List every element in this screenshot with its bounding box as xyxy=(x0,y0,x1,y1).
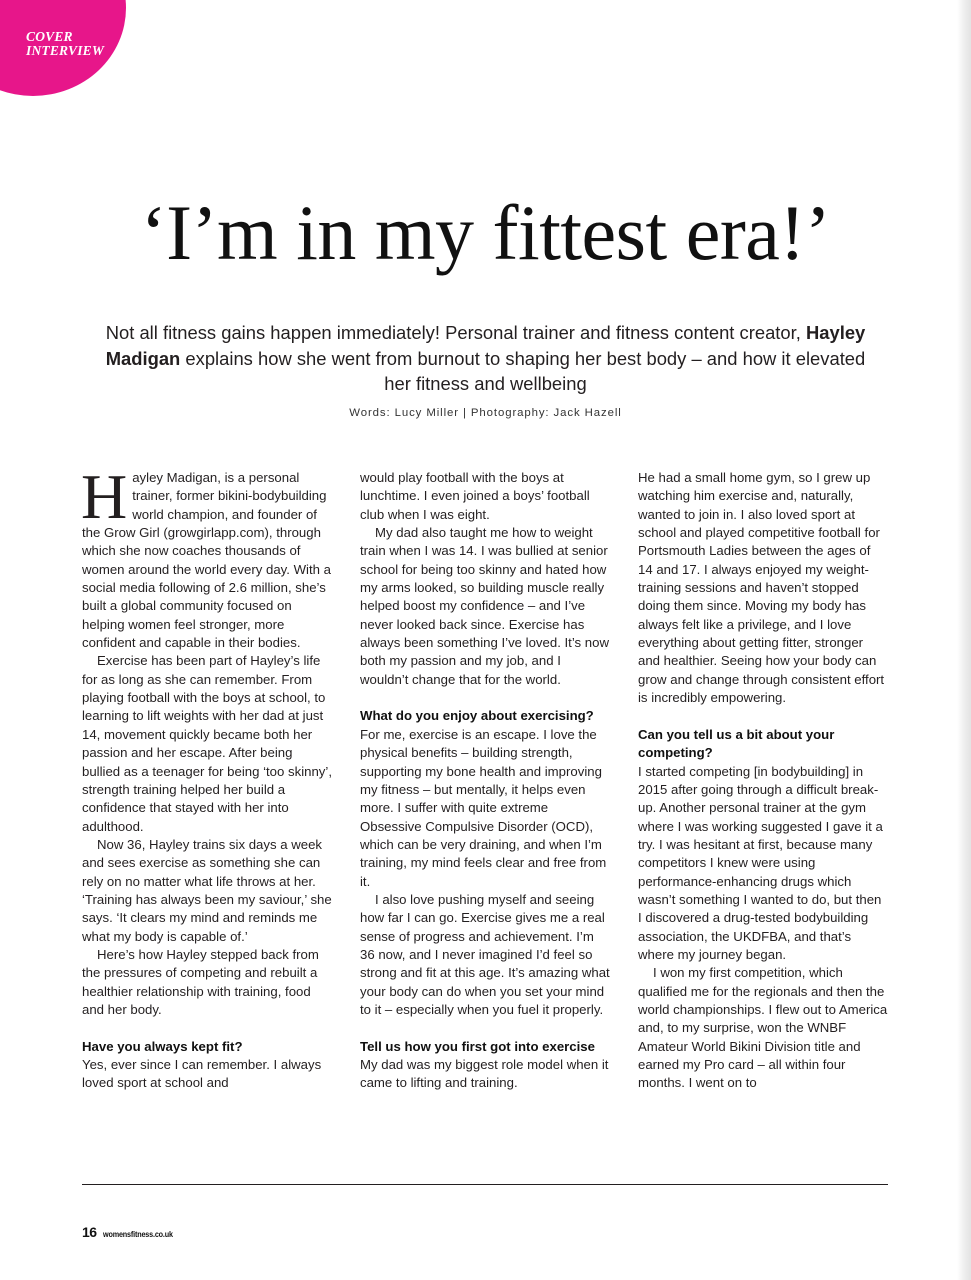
byline-credits: Words: Lucy Miller | Photography: Jack Hazell xyxy=(349,407,622,419)
standfirst-rest: explains how she went from burnout to shaping her best body – and how it elevated her fitness and wellbeing xyxy=(180,347,866,394)
section-label xyxy=(26,30,104,58)
section-label-line2: INTERVIEW xyxy=(26,43,105,58)
question-heading: Can you tell us a bit about your competing? xyxy=(638,726,835,761)
answer-paragraph: I also love pushing myself and seeing how far I can go. Exercise gives me a real sense of progress and achievement. I’m 36 now, and I never imagined I’d feel so strong and fit at this age. It’s amazing what your body can do when you set your mind to it – especially when you fuel it properly. xyxy=(360,891,610,1017)
question-heading: Have you always kept fit? xyxy=(82,1038,243,1054)
intro-paragraph xyxy=(81,461,332,652)
intro-text: ayley Madigan, is a personal trainer, former bikini-bodybuilding world champion, and founder of the Grow Girl (growgirlapp.com), through which she now coaches thousands of women around the world every day. With a social media following of 2.6 million, she’s built a global community focused on helping women feel stronger, more confident and capable in their bodies. xyxy=(82,470,331,651)
page-folio xyxy=(82,1224,185,1240)
body-paragraph: My dad also taught me how to weight train when I was 14. I was bullied at senior school for being too skinny and hated how my arms looked, so building muscle really helped boost my confidence – and I’ve never looked back since. Exercise has always been something I’ve loved. It’s now both my passion and my job, and I wouldn’t change that for the world. xyxy=(360,525,609,687)
article-column-2 xyxy=(360,469,610,1093)
section-label-line1: COVER xyxy=(26,29,73,44)
standfirst-subject-name: Hayley Madigan xyxy=(105,322,866,369)
body-paragraph: Exercise has been part of Hayley’s life for as long as she can remember. From playing football with the boys at school, to learning to lift weights with her dad at just 14, movement quickly became both her passion and her escape. After being bullied as a teenager for being ‘too skinny’, strength training helped her build a confidence that stayed with her into adulthood. xyxy=(82,653,332,834)
standfirst-intro: Not all fitness gains happen immediately! Personal trainer and fitness content creator, xyxy=(105,322,806,343)
page-number: 16 xyxy=(82,1224,97,1240)
answer-paragraph: I won my first competition, which qualified me for the regionals and then the world championships. I flew out to America and, to my surprise, won the WNBF Amateur World Bikini Division title and earned my Pro card – all within four months. I went on to xyxy=(638,965,888,1091)
body-paragraph: Now 36, Hayley trains six days a week and sees exercise as something she can rely on no matter what life throws at her. ‘Training has always been my saviour,’ she says. ‘It clears my mind and reminds me what my body is capable of.’ xyxy=(82,836,332,944)
answer-paragraph: Yes, ever since I can remember. I always loved sport at school and xyxy=(82,1057,322,1091)
standfirst xyxy=(100,320,871,397)
body-paragraph: He had a small home gym, so I grew up watching him exercise and, naturally, wanted to join in. I also loved sport at school and played competitive football for Portsmouth Ladies between the ages of 14 and 17. I always enjoyed my weight-training sessions and haven’t stopped doing them since. Moving my body has always felt like a privilege, and I love everything about getting fitter, stronger and healthier. Seeing how your body can grow and change through consistent effort is incredibly empowering. xyxy=(638,470,885,706)
article-headline: ‘I’m in my fittest era!’ xyxy=(140,189,831,276)
question-heading: Tell us how you first got into exercise xyxy=(360,1038,595,1054)
answer-paragraph: I started competing [in bodybuilding] in 2015 after going through a difficult break-up. Another personal trainer at the gym where I was working suggested I gave it a try. I was hesitant at first, because many competitors I knew were using performance-enhancing drugs which wasn’t something I wanted to do, but then I discovered a drug-tested bodybuilding association, the UKDFBA, and that’s where my journey began. xyxy=(638,763,883,962)
body-paragraph: would play football with the boys at lunchtime. I even joined a boys’ football club when I was eight. xyxy=(360,470,590,522)
site-url: womensfitness.co.uk xyxy=(102,1229,173,1239)
answer-paragraph: My dad was my biggest role model when it came to lifting and training. xyxy=(360,1057,609,1091)
drop-cap: H xyxy=(81,461,128,532)
body-paragraph: Here’s how Hayley stepped back from the pressures of competing and rebuilt a healthier relationship with training, food and her body. xyxy=(82,946,319,1017)
article-column-1 xyxy=(81,461,332,1093)
article-column-3 xyxy=(638,469,888,1093)
question-heading: What do you enjoy about exercising? xyxy=(360,708,594,724)
footer-divider xyxy=(82,1184,888,1185)
answer-paragraph: For me, exercise is an escape. I love the physical benefits – building strength, supporting my bone health and improving my fitness – but mentally, it helps even more. I suffer with quite extreme Obsessive Compulsive Disorder (OCD), which can be very draining, and when I’m training, my mind feels clear and free from it. xyxy=(360,726,607,889)
